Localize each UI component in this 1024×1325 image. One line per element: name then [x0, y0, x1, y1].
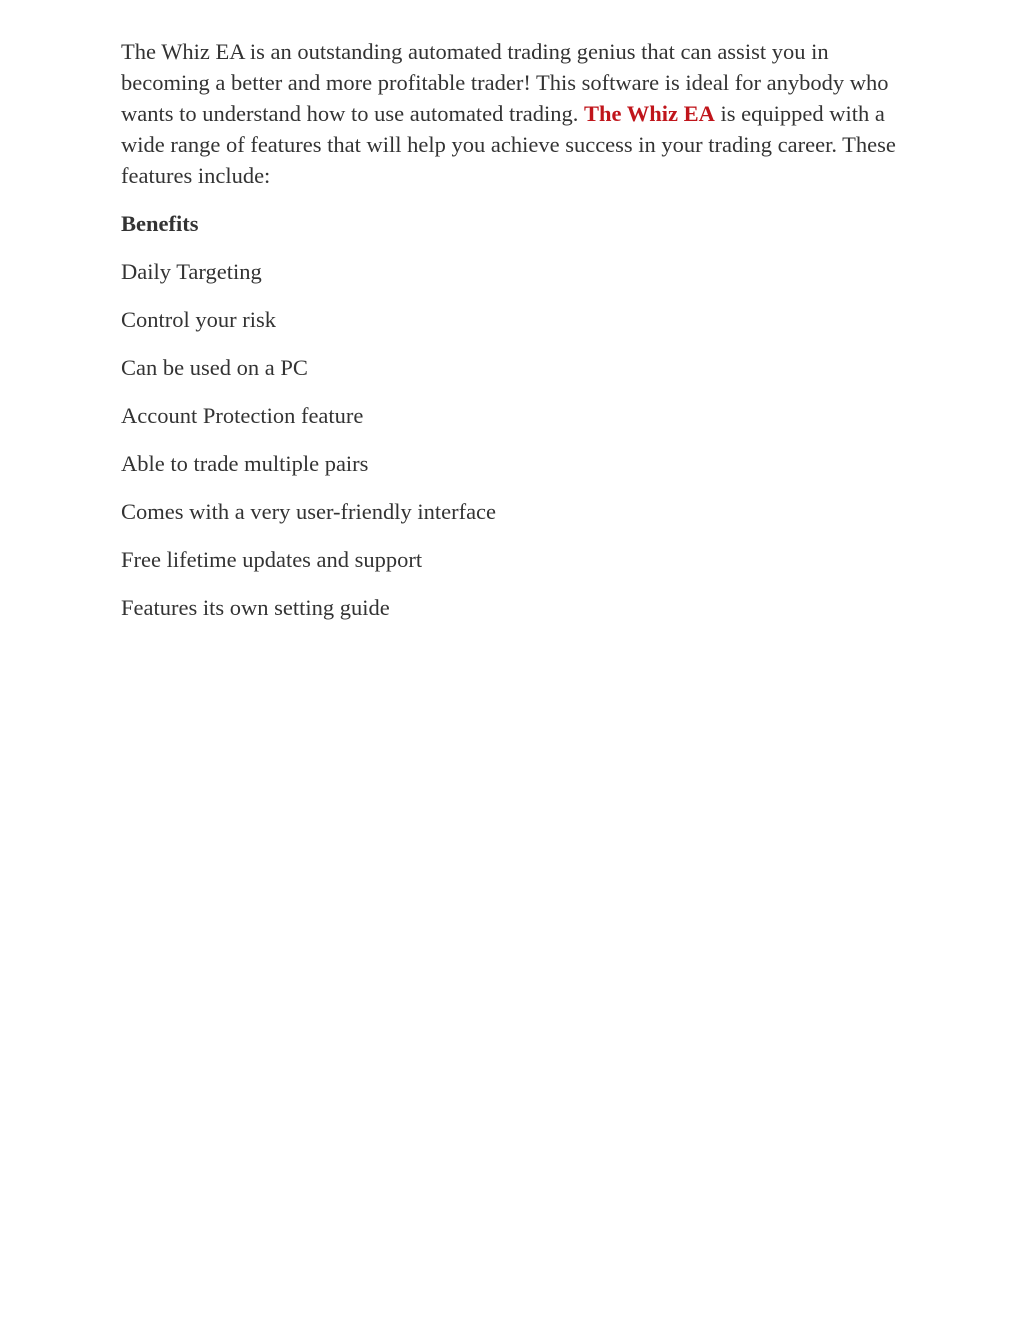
benefit-item: Can be used on a PC [121, 355, 308, 380]
intro-text-before-link: The Whiz EA is an outstanding automated trading genius that can assist you in becoming a better and more profitable trader! This software is ideal for anybody who wants to understand how to use automated trading. [121, 39, 889, 126]
benefit-item: Daily Targeting [121, 259, 262, 284]
whiz-ea-link[interactable]: The Whiz EA [584, 101, 715, 126]
intro-paragraph [121, 36, 911, 191]
benefit-item: Free lifetime updates and support [121, 547, 423, 572]
intro-text-after-link: is equipped with a wide range of features that will help you achieve success in your trading career. These features include: [121, 101, 896, 188]
benefit-item: Features its own setting guide [121, 595, 390, 620]
benefit-item: Able to trade multiple pairs [121, 451, 369, 476]
benefit-item: Control your risk [121, 307, 276, 332]
benefit-item: Account Protection feature [121, 403, 364, 428]
benefit-item: Comes with a very user-friendly interface [121, 499, 497, 524]
benefits-heading: Benefits [121, 211, 199, 236]
benefits-list [121, 256, 911, 623]
document-page [121, 36, 911, 623]
